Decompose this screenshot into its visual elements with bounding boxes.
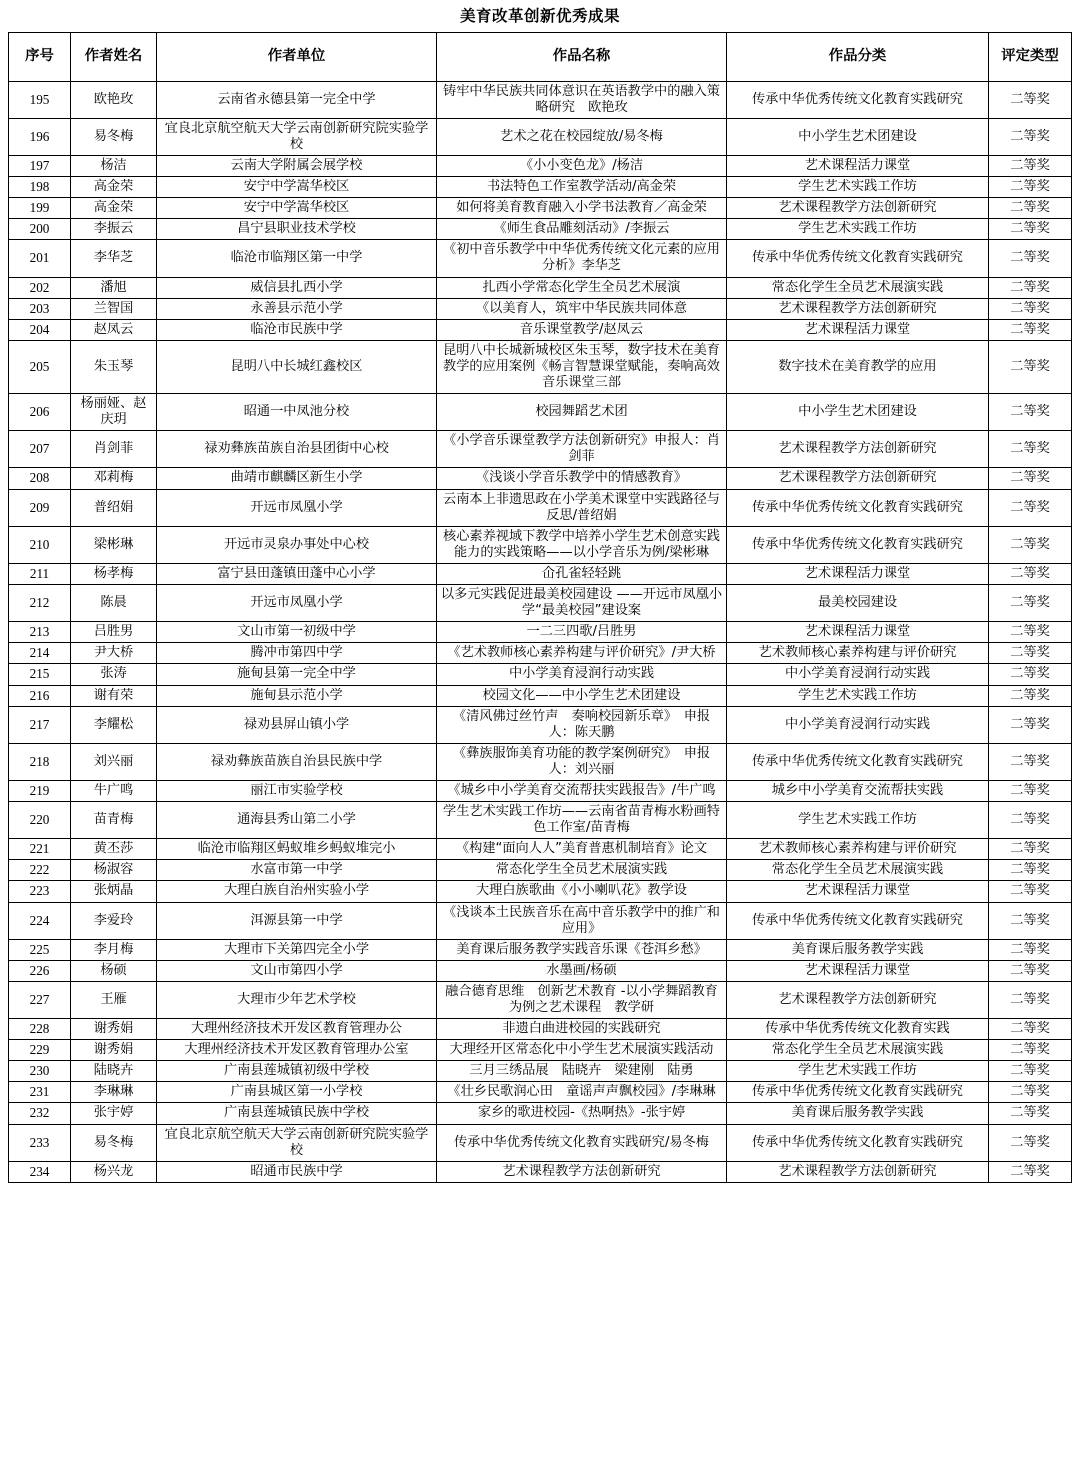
table-row [9,839,1072,860]
cell-category: 艺术课程活力课堂 [727,155,989,176]
cell-seq: 222 [9,860,71,881]
table-row [9,155,1072,176]
cell-category: 艺术课程活力课堂 [727,319,989,340]
cell-work: 学生艺术实践工作坊——云南省苗青梅水粉画特色工作室/苗青梅 [437,802,727,839]
cell-seq: 209 [9,489,71,526]
cell-award: 二等奖 [989,981,1072,1018]
cell-unit: 昆明八中长城红鑫校区 [157,340,437,393]
cell-author: 张宇婷 [71,1103,157,1124]
cell-award: 二等奖 [989,81,1072,118]
cell-seq: 204 [9,319,71,340]
cell-work: 铸牢中华民族共同体意识在英语教学中的融入策略研究 欧艳玫 [437,81,727,118]
cell-category: 艺术课程活力课堂 [727,622,989,643]
cell-work: 三月三绣品展 陆晓卉 梁建刚 陆勇 [437,1061,727,1082]
cell-author: 易冬梅 [71,1124,157,1161]
cell-category: 艺术课程活力课堂 [727,881,989,902]
cell-seq: 227 [9,981,71,1018]
cell-unit: 大理市下关第四完全小学 [157,939,437,960]
cell-category: 传承中华优秀传统文化教育实践研究 [727,526,989,563]
table-row [9,981,1072,1018]
cell-work: 常态化学生全员艺术展演实践 [437,860,727,881]
cell-category: 学生艺术实践工作坊 [727,685,989,706]
cell-unit: 大理白族自治州实验小学 [157,881,437,902]
cell-unit: 洱源县第一中学 [157,902,437,939]
cell-work: 昆明八中长城新城校区朱玉琴，数字技术在美育教学的应用案例《畅言智慧课堂赋能，奏响高效音乐课堂三部 [437,340,727,393]
cell-author: 李爱玲 [71,902,157,939]
table-row [9,706,1072,743]
cell-seq: 214 [9,643,71,664]
cell-work: 非遗白曲进校园的实践研究 [437,1019,727,1040]
cell-work: 传承中华优秀传统文化教育实践研究/易冬梅 [437,1124,727,1161]
table-row [9,563,1072,584]
table-row [9,1061,1072,1082]
cell-unit: 腾冲市第四中学 [157,643,437,664]
cell-category: 传承中华优秀传统文化教育实践研究 [727,240,989,277]
table-row [9,340,1072,393]
cell-seq: 201 [9,240,71,277]
cell-seq: 231 [9,1082,71,1103]
cell-author: 高金荣 [71,198,157,219]
cell-category: 数字技术在美育教学的应用 [727,340,989,393]
table-row [9,277,1072,298]
cell-work: 《浅谈本土民族音乐在高中音乐教学中的推广和应用》 [437,902,727,939]
cell-author: 高金荣 [71,177,157,198]
table-row [9,394,1072,431]
page-title: 美育改革创新优秀成果 [459,7,620,25]
cell-category: 传承中华优秀传统文化教育实践研究 [727,1124,989,1161]
column-header-seq: 序号 [9,32,71,81]
cell-unit: 宜良北京航空航天大学云南创新研究院实验学校 [157,118,437,155]
cell-unit: 水富市第一中学 [157,860,437,881]
cell-award: 二等奖 [989,902,1072,939]
table-row [9,319,1072,340]
cell-author: 李琳琳 [71,1082,157,1103]
cell-award: 二等奖 [989,960,1072,981]
cell-author: 杨洁 [71,155,157,176]
cell-seq: 212 [9,585,71,622]
cell-work: 融合德育思维 创新艺术教育 -以小学舞蹈教育 为例之艺术课程 教学研 [437,981,727,1018]
cell-work: 以多元实践促进最美校园建设 ——开远市凤凰小学“最美校园”建设案 [437,585,727,622]
cell-category: 学生艺术实践工作坊 [727,1061,989,1082]
cell-award: 二等奖 [989,1161,1072,1182]
cell-award: 二等奖 [989,340,1072,393]
cell-award: 二等奖 [989,706,1072,743]
cell-work: 校园文化——中小学生艺术团建设 [437,685,727,706]
cell-unit: 云南大学附属会展学校 [157,155,437,176]
table-row [9,1040,1072,1061]
cell-category: 艺术教师核心素养构建与评价研究 [727,643,989,664]
cell-award: 二等奖 [989,155,1072,176]
cell-author: 李月梅 [71,939,157,960]
table-row [9,468,1072,489]
cell-award: 二等奖 [989,1061,1072,1082]
cell-author: 杨孝梅 [71,563,157,584]
cell-author: 谢秀娟 [71,1040,157,1061]
cell-author: 杨丽娅、赵庆玥 [71,394,157,431]
cell-author: 刘兴丽 [71,743,157,780]
cell-seq: 198 [9,177,71,198]
cell-category: 中小学美育浸润行动实践 [727,706,989,743]
cell-author: 张涛 [71,664,157,685]
cell-seq: 213 [9,622,71,643]
table-row [9,118,1072,155]
cell-seq: 220 [9,802,71,839]
cell-author: 谢有荣 [71,685,157,706]
cell-unit: 禄劝县屏山镇小学 [157,706,437,743]
table-row [9,219,1072,240]
cell-award: 二等奖 [989,860,1072,881]
cell-work: 《清风佛过丝竹声 奏响校园新乐章》 申报人：陈天鹏 [437,706,727,743]
cell-seq: 233 [9,1124,71,1161]
cell-unit: 广南县莲城镇初级中学校 [157,1061,437,1082]
table-row [9,489,1072,526]
cell-category: 艺术课程教学方法创新研究 [727,198,989,219]
cell-work: 《彝族服饰美育功能的教学案例研究》 申报人：刘兴丽 [437,743,727,780]
cell-seq: 219 [9,780,71,801]
cell-author: 李华芝 [71,240,157,277]
cell-unit: 丽江市实验学校 [157,780,437,801]
cell-work: 水墨画/杨硕 [437,960,727,981]
cell-seq: 221 [9,839,71,860]
cell-award: 二等奖 [989,622,1072,643]
cell-unit: 广南县城区第一小学校 [157,1082,437,1103]
cell-author: 王雁 [71,981,157,1018]
cell-category: 艺术课程教学方法创新研究 [727,981,989,1018]
cell-category: 城乡中小学美育交流帮扶实践 [727,780,989,801]
cell-author: 朱玉琴 [71,340,157,393]
table-row [9,1019,1072,1040]
cell-unit: 昭通一中凤池分校 [157,394,437,431]
cell-category: 学生艺术实践工作坊 [727,802,989,839]
cell-category: 艺术课程教学方法创新研究 [727,431,989,468]
cell-seq: 215 [9,664,71,685]
results-table [8,32,1072,1183]
cell-author: 邓莉梅 [71,468,157,489]
cell-award: 二等奖 [989,198,1072,219]
column-header-work: 作品名称 [437,32,727,81]
cell-author: 杨兴龙 [71,1161,157,1182]
cell-category: 传承中华优秀传统文化教育实践研究 [727,1082,989,1103]
cell-unit: 永善县示范小学 [157,298,437,319]
cell-seq: 200 [9,219,71,240]
cell-author: 吕胜男 [71,622,157,643]
cell-unit: 临沧市临翔区第一中学 [157,240,437,277]
cell-seq: 226 [9,960,71,981]
cell-award: 二等奖 [989,839,1072,860]
cell-author: 杨淑容 [71,860,157,881]
cell-seq: 195 [9,81,71,118]
cell-unit: 昌宁县职业技术学校 [157,219,437,240]
table-row [9,939,1072,960]
cell-work: 云南本上非遗思政在小学美术课堂中实践路径与反思/普绍娟 [437,489,727,526]
table-row [9,881,1072,902]
cell-work: 校园舞蹈艺术团 [437,394,727,431]
table-row [9,526,1072,563]
cell-author: 普绍娟 [71,489,157,526]
cell-work: 《师生食品雕刻活动》/李振云 [437,219,727,240]
cell-work: 一二三四歌/吕胜男 [437,622,727,643]
cell-author: 赵凤云 [71,319,157,340]
cell-category: 美育课后服务教学实践 [727,939,989,960]
cell-work: 家乡的歌进校园-《热啊热》-张宇婷 [437,1103,727,1124]
cell-unit: 施甸县第一完全中学 [157,664,437,685]
table-row [9,240,1072,277]
cell-work: 美育课后服务教学实践音乐课《苍洱乡愁》 [437,939,727,960]
table-row [9,431,1072,468]
cell-work: 艺术课程教学方法创新研究 [437,1161,727,1182]
cell-category: 常态化学生全员艺术展演实践 [727,277,989,298]
cell-work: 音乐课堂教学/赵凤云 [437,319,727,340]
cell-unit: 宜良北京航空航天大学云南创新研究院实验学校 [157,1124,437,1161]
table-row [9,960,1072,981]
cell-unit: 曲靖市麒麟区新生小学 [157,468,437,489]
cell-award: 二等奖 [989,664,1072,685]
table-row [9,802,1072,839]
cell-award: 二等奖 [989,277,1072,298]
column-header-author: 作者姓名 [71,32,157,81]
cell-unit: 开远市灵泉办事处中心校 [157,526,437,563]
cell-author: 黄丕莎 [71,839,157,860]
cell-award: 二等奖 [989,939,1072,960]
cell-category: 最美校园建设 [727,585,989,622]
cell-seq: 216 [9,685,71,706]
cell-work: 《城乡中小学美育交流帮扶实践报告》/牛广鸣 [437,780,727,801]
cell-category: 美育课后服务教学实践 [727,1103,989,1124]
cell-category: 传承中华优秀传统文化教育实践研究 [727,902,989,939]
cell-work: 如何将美育教育融入小学书法教育／高金荣 [437,198,727,219]
cell-unit: 安宁中学嵩华校区 [157,177,437,198]
cell-seq: 208 [9,468,71,489]
cell-award: 二等奖 [989,526,1072,563]
cell-work: 核心素养视域下教学中培养小学生艺术创意实践能力的实践策略——以小学音乐为例/梁彬琳 [437,526,727,563]
table-row [9,1082,1072,1103]
cell-author: 梁彬琳 [71,526,157,563]
cell-unit: 临沧市临翔区蚂蚁堆乡蚂蚁堆完小 [157,839,437,860]
cell-unit: 文山市第四小学 [157,960,437,981]
cell-unit: 广南县莲城镇民族中学校 [157,1103,437,1124]
cell-category: 传承中华优秀传统文化教育实践研究 [727,489,989,526]
cell-work: 《小小变色龙》/杨洁 [437,155,727,176]
table-row [9,298,1072,319]
table-row [9,198,1072,219]
cell-unit: 临沧市民族中学 [157,319,437,340]
cell-author: 陆晓卉 [71,1061,157,1082]
cell-unit: 禄劝彝族苗族自治县民族中学 [157,743,437,780]
cell-seq: 210 [9,526,71,563]
table-row [9,1103,1072,1124]
cell-unit: 大理州经济技术开发区教育管理办公室 [157,1040,437,1061]
table-row [9,622,1072,643]
table-row [9,860,1072,881]
cell-award: 二等奖 [989,1040,1072,1061]
cell-award: 二等奖 [989,685,1072,706]
cell-award: 二等奖 [989,1082,1072,1103]
cell-category: 传承中华优秀传统文化教育实践研究 [727,81,989,118]
cell-seq: 196 [9,118,71,155]
cell-seq: 234 [9,1161,71,1182]
cell-author: 潘旭 [71,277,157,298]
cell-category: 艺术课程教学方法创新研究 [727,298,989,319]
column-header-unit: 作者单位 [157,32,437,81]
cell-seq: 199 [9,198,71,219]
table-row [9,585,1072,622]
cell-seq: 228 [9,1019,71,1040]
cell-seq: 205 [9,340,71,393]
cell-category: 艺术教师核心素养构建与评价研究 [727,839,989,860]
table-row [9,1161,1072,1182]
cell-author: 易冬梅 [71,118,157,155]
table-row [9,664,1072,685]
cell-unit: 禄劝彝族苗族自治县团街中心校 [157,431,437,468]
cell-unit: 安宁中学嵩华校区 [157,198,437,219]
cell-unit: 大理市少年艺术学校 [157,981,437,1018]
table-row [9,1124,1072,1161]
cell-seq: 225 [9,939,71,960]
cell-award: 二等奖 [989,563,1072,584]
cell-work: 《艺术教师核心素养构建与评价研究》/尹大桥 [437,643,727,664]
cell-award: 二等奖 [989,802,1072,839]
cell-unit: 开远市凤凰小学 [157,585,437,622]
cell-award: 二等奖 [989,240,1072,277]
cell-work: 《小学音乐课堂教学方法创新研究》申报人：肖剑菲 [437,431,727,468]
cell-category: 艺术课程教学方法创新研究 [727,468,989,489]
column-header-award: 评定类型 [989,32,1072,81]
cell-author: 谢秀娟 [71,1019,157,1040]
cell-seq: 224 [9,902,71,939]
table-row [9,780,1072,801]
cell-author: 欧艳玫 [71,81,157,118]
table-row [9,81,1072,118]
cell-award: 二等奖 [989,743,1072,780]
cell-work: 书法特色工作室教学活动/高金荣 [437,177,727,198]
cell-seq: 211 [9,563,71,584]
table-header-row [9,32,1072,81]
cell-award: 二等奖 [989,118,1072,155]
cell-unit: 威信县扎西小学 [157,277,437,298]
cell-unit: 昭通市民族中学 [157,1161,437,1182]
cell-unit: 开远市凤凰小学 [157,489,437,526]
cell-work: 《浅谈小学音乐教学中的情感教育》 [437,468,727,489]
cell-award: 二等奖 [989,394,1072,431]
cell-seq: 218 [9,743,71,780]
cell-work: 《构建“面向人人”美育普惠机制培育》论文 [437,839,727,860]
cell-author: 杨硕 [71,960,157,981]
cell-category: 学生艺术实践工作坊 [727,177,989,198]
cell-award: 二等奖 [989,585,1072,622]
table-header [9,32,1072,81]
cell-seq: 230 [9,1061,71,1082]
cell-award: 二等奖 [989,1019,1072,1040]
cell-work: 《初中音乐教学中中华优秀传统文化元素的应用分析》李华芝 [437,240,727,277]
cell-work: 中小学美育浸润行动实践 [437,664,727,685]
cell-work: 《壮乡民歌润心田 童谣声声飘校园》/李琳琳 [437,1082,727,1103]
cell-category: 传承中华优秀传统文化教育实践 [727,1019,989,1040]
table-body [9,81,1072,1182]
cell-author: 李耀松 [71,706,157,743]
cell-seq: 203 [9,298,71,319]
cell-seq: 202 [9,277,71,298]
cell-author: 陈晨 [71,585,157,622]
cell-award: 二等奖 [989,1124,1072,1161]
cell-seq: 217 [9,706,71,743]
cell-category: 艺术课程活力课堂 [727,960,989,981]
cell-category: 艺术课程教学方法创新研究 [727,1161,989,1182]
cell-award: 二等奖 [989,1103,1072,1124]
cell-category: 常态化学生全员艺术展演实践 [727,860,989,881]
cell-author: 李振云 [71,219,157,240]
cell-work: 扎西小学常态化学生全员艺术展演 [437,277,727,298]
cell-award: 二等奖 [989,431,1072,468]
cell-award: 二等奖 [989,881,1072,902]
cell-category: 中小学生艺术团建设 [727,118,989,155]
table-row [9,743,1072,780]
cell-seq: 197 [9,155,71,176]
cell-seq: 229 [9,1040,71,1061]
cell-award: 二等奖 [989,298,1072,319]
cell-work: 大理经开区常态化中小学生艺术展演实践活动 [437,1040,727,1061]
cell-author: 兰智国 [71,298,157,319]
cell-unit: 富宁县田蓬镇田蓬中心小学 [157,563,437,584]
cell-unit: 云南省永德县第一完全中学 [157,81,437,118]
cell-category: 传承中华优秀传统文化教育实践研究 [727,743,989,780]
cell-award: 二等奖 [989,177,1072,198]
cell-award: 二等奖 [989,780,1072,801]
column-header-category: 作品分类 [727,32,989,81]
cell-work: 仚孔雀轻轻跳 [437,563,727,584]
cell-author: 张炳晶 [71,881,157,902]
cell-category: 艺术课程活力课堂 [727,563,989,584]
cell-category: 中小学美育浸润行动实践 [727,664,989,685]
cell-award: 二等奖 [989,468,1072,489]
cell-seq: 223 [9,881,71,902]
table-row [9,177,1072,198]
cell-award: 二等奖 [989,219,1072,240]
cell-work: 大理白族歌曲《小小喇叭花》教学设 [437,881,727,902]
cell-unit: 文山市第一初级中学 [157,622,437,643]
table-row [9,643,1072,664]
cell-author: 苗青梅 [71,802,157,839]
cell-work: 《以美育人，筑牢中华民族共同体意 [437,298,727,319]
cell-award: 二等奖 [989,319,1072,340]
cell-seq: 207 [9,431,71,468]
cell-unit: 通海县秀山第二小学 [157,802,437,839]
cell-work: 艺术之花在校园绽放/易冬梅 [437,118,727,155]
table-row [9,902,1072,939]
cell-author: 尹大桥 [71,643,157,664]
cell-award: 二等奖 [989,643,1072,664]
table-row [9,685,1072,706]
cell-award: 二等奖 [989,489,1072,526]
cell-category: 中小学生艺术团建设 [727,394,989,431]
cell-author: 肖剑菲 [71,431,157,468]
cell-seq: 232 [9,1103,71,1124]
cell-author: 牛广鸣 [71,780,157,801]
cell-unit: 施甸县示范小学 [157,685,437,706]
cell-seq: 206 [9,394,71,431]
cell-unit: 大理州经济技术开发区教育管理办公 [157,1019,437,1040]
cell-category: 学生艺术实践工作坊 [727,219,989,240]
cell-category: 常态化学生全员艺术展演实践 [727,1040,989,1061]
